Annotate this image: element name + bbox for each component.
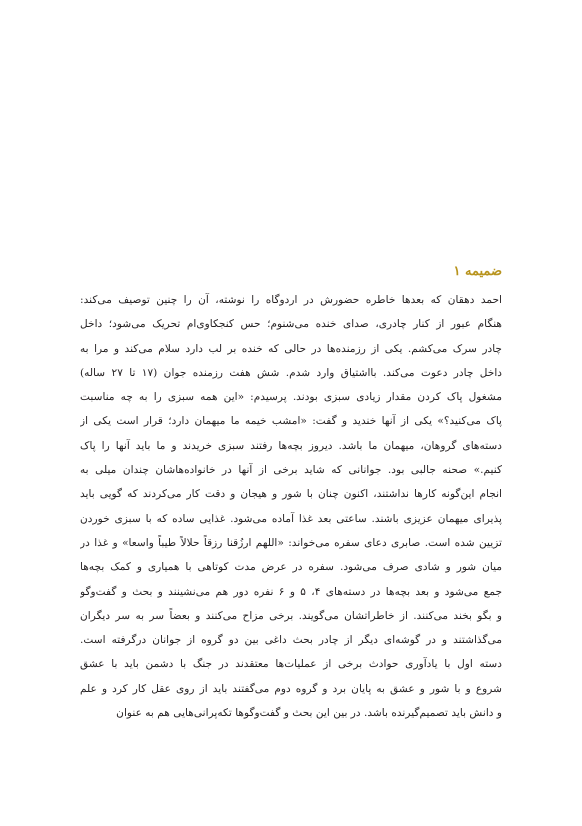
body-line: انجام این‌گونه کارها نداشتند، اکنون چنان با شور و هیجان و دقت کار می‌کردند که گویی باید: [80, 488, 502, 501]
body-line: و دانش باید تصمیم‌گیرنده باشد. در بین این بحث و گفت‌وگوها تکه‌پرانی‌هایی هم به عنوان: [116, 707, 502, 720]
body-line: و بگو بخند می‌کنند. از خاطراتشان می‌گویند. برخی مزاح می‌کنند و بعضاً سر به سر دیگران: [80, 609, 502, 622]
body-line: مشغول پاک کردن مقدار زیادی سبزی بودند. پرسیدم: «این همه سبزی را به چه مناسبت: [80, 391, 502, 404]
body-line: چادر سرک می‌کشم. یکی از رزمنده‌ها در حالی که خنده بر لب دارد سلام می‌کند و مرا به: [80, 342, 502, 355]
body-line: می‌گذاشتند و در گوشه‌ای دیگر از چادر بحث داغی بین دو گروه از جوانان درگرفته است.: [80, 634, 502, 647]
body-line: پذیرای میهمان عزیزی باشند. ساعتی بعد غذا آماده می‌شود. غذایی ساده که با سبزی خوردن: [80, 512, 502, 525]
body-line: جمع می‌شود و بعد بچه‌ها در دسته‌های ۴، ۵ و ۶ نفره دور هم می‌نشینند و بحث و گفت‌وگو: [80, 585, 502, 598]
body-line: پاک می‌کنید؟» یکی از آنها خندید و گفت: «امشب خیمه ما میهمان دارد؛ قرار است یکی از: [80, 415, 502, 428]
appendix-body: [80, 288, 502, 725]
body-line: دسته اول با یادآوری حوادث برخی از عملیات‌ها معتقدند در جنگ با دشمن باید با عشق: [80, 658, 502, 671]
body-line: داخل چادر دعوت می‌کند. بااشتیاق وارد شدم. شش هفت رزمنده جوان (۱۷ تا ۲۷ ساله): [80, 366, 502, 379]
body-line: شروع و با شور و عشق به پایان برد و گروه دوم می‌گفتند باید از روی عقل کار کرد و علم: [80, 682, 502, 695]
body-line: میان شور و شادی صرف می‌شود. سفره در عرض مدت کوتاهی با همیاری و کمک بچه‌ها: [80, 561, 502, 574]
appendix-title: ضمیمه ۱: [453, 264, 502, 279]
body-line: تزیین شده است. صابری دعای سفره می‌خواند: «اللهم ارزُقنا رزقاً حلالاً طیباً واسعا» و غذا در: [80, 536, 502, 549]
body-line: دسته‌های گروهان، میهمان ما باشد. دیروز بچه‌ها رفتند سبزی خریدند و ما باید آنها را پاک: [80, 439, 502, 452]
body-line: هنگام عبور از کنار چادری، صدای خنده می‌شنوم؛ حس کنجکاوی‌ام تحریک می‌شود؛ داخل: [80, 318, 502, 331]
body-line: کنیم.» صحنه جالبی بود. جوانانی که شاید برخی از آنها در خانواده‌هاشان چندان میلی به: [80, 464, 502, 477]
body-line: احمد دهقان که بعدها خاطره حضورش در اردوگاه را نوشته، آن را چنین توصیف می‌کند:: [80, 294, 502, 306]
